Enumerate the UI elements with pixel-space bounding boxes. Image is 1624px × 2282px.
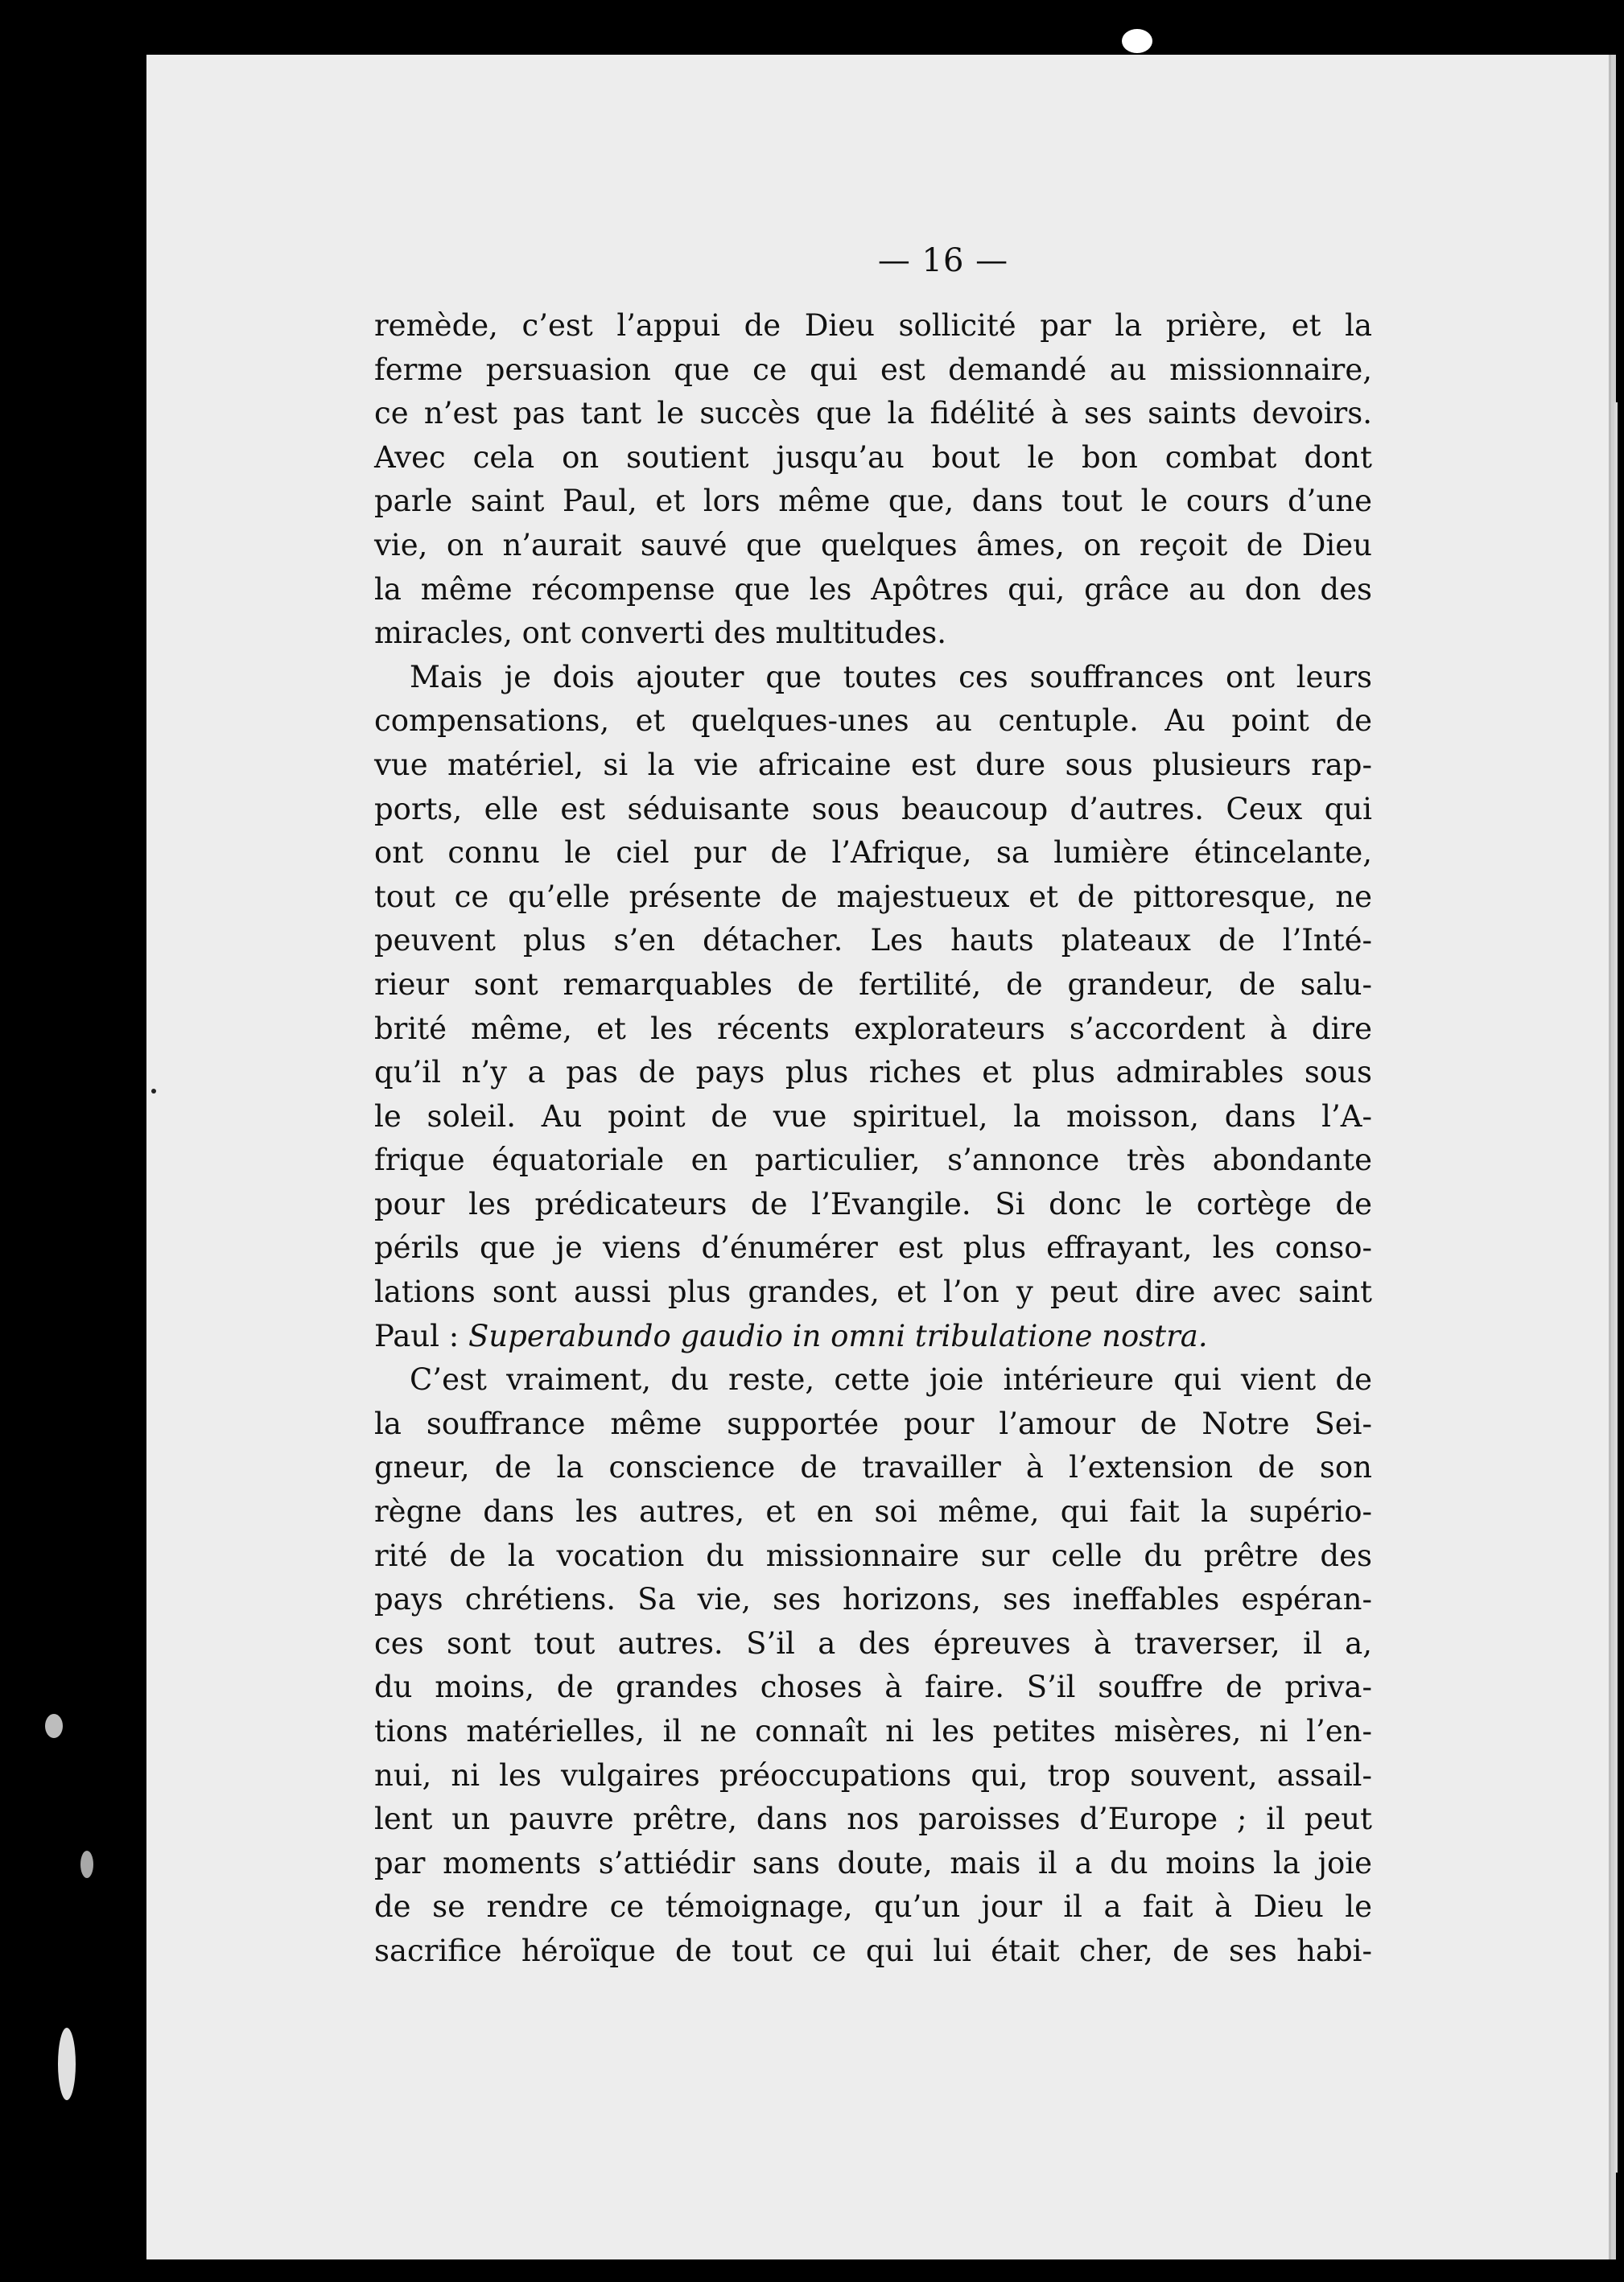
text-line: ont connu le ciel pur de l’Afrique, sa lumière étincelante, xyxy=(374,835,1372,871)
text-line: lent un pauvre prêtre, dans nos paroisses d’Europe ; il peut xyxy=(374,1802,1372,1837)
scan-speck-left-3 xyxy=(58,2028,76,2100)
scanned-page xyxy=(146,55,1616,2259)
text-line: C’est vraiment, du reste, cette joie intérieure qui vient de xyxy=(410,1362,1372,1398)
scan-speck-left-2 xyxy=(80,1851,93,1878)
scan-speck-top xyxy=(1122,29,1152,53)
text-line: compensations, et quelques-unes au centuple. Au point de xyxy=(374,703,1372,739)
scan-edge-stripe xyxy=(1614,402,1618,2173)
body-text xyxy=(374,304,1372,1974)
text-line: ce n’est pas tant le succès que la fidélité à ses saints devoirs. xyxy=(374,396,1372,431)
scan-speck-left-1 xyxy=(45,1714,63,1738)
text-line: rité de la vocation du missionnaire sur celle du prêtre des xyxy=(374,1538,1372,1573)
text-line: ports, elle est séduisante sous beaucoup d’autres. Ceux qui xyxy=(374,791,1372,826)
text-line: brité même, et les récents explorateurs s’accordent à dire xyxy=(374,1011,1372,1046)
text-line: peuvent plus s’en détacher. Les hauts plateaux de l’Inté- xyxy=(374,923,1372,958)
quote-lead-in: Paul : xyxy=(374,1318,468,1353)
text-line: du moins, de grandes choses à faire. S’il souffre de priva- xyxy=(374,1670,1372,1705)
text-line: vie, on n’aurait sauvé que quelques âmes, on reçoit de Dieu xyxy=(374,527,1372,562)
text-line: tions matérielles, il ne connaît ni les petites misères, ni l’en- xyxy=(374,1714,1372,1749)
text-line: nui, ni les vulgaires préoccupations qui, trop souvent, assail- xyxy=(374,1757,1372,1793)
text-line: le soleil. Au point de vue spirituel, la moisson, dans l’A- xyxy=(374,1098,1372,1134)
text-line: de se rendre ce témoignage, qu’un jour il a fait à Dieu le xyxy=(374,1889,1372,1925)
text-line: miracles, ont converti des multitudes. xyxy=(374,616,946,651)
text-line: périls que je viens d’énumérer est plus effrayant, les conso- xyxy=(374,1230,1372,1266)
text-line: la souffrance même supportée pour l’amour de Notre Sei- xyxy=(374,1406,1372,1441)
text-line: la même récompense que les Apôtres qui, grâce au don des xyxy=(374,571,1372,607)
text-line: règne dans les autres, et en soi même, qui fait la supério- xyxy=(374,1494,1372,1530)
text-line: ces sont tout autres. S’il a des épreuves à traverser, il a, xyxy=(374,1625,1372,1661)
text-line: qu’il n’y a pas de pays plus riches et plus admirables sous xyxy=(374,1055,1372,1090)
text-line: lations sont aussi plus grandes, et l’on y peut dire avec saint xyxy=(374,1275,1372,1310)
text-line: ferme persuasion que ce qui est demandé au missionnaire, xyxy=(374,352,1372,387)
text-line: frique équatoriale en particulier, s’annonce très abondante xyxy=(374,1143,1372,1178)
text-line-latin-quote xyxy=(374,1315,1372,1359)
paragraph-2 xyxy=(374,656,1372,1359)
text-line: rieur sont remarquables de fertilité, de grandeur, de salu- xyxy=(374,966,1372,1002)
text-line: pays chrétiens. Sa vie, ses horizons, ses ineffables espéran- xyxy=(374,1582,1372,1617)
text-line: pour les prédicateurs de l’Evangile. Si donc le cortège de xyxy=(374,1186,1372,1221)
text-line: Mais je dois ajouter que toutes ces souffrances ont leurs xyxy=(410,659,1372,694)
text-line: sacrifice héroïque de tout ce qui lui était cher, de ses habi- xyxy=(374,1933,1372,1968)
latin-quotation: Superabundo gaudio in omni tribulatione nostra. xyxy=(468,1318,1208,1353)
text-line: vue matériel, si la vie africaine est dure sous plusieurs rap- xyxy=(374,747,1372,782)
text-line: parle saint Paul, et lors même que, dans tout le cours d’une xyxy=(374,484,1372,519)
page-number: — 16 — xyxy=(877,242,1009,279)
text-line: tout ce qu’elle présente de majestueux et de pittoresque, ne xyxy=(374,879,1372,914)
text-line: par moments s’attiédir sans doute, mais il a du moins la joie xyxy=(374,1845,1372,1880)
scan-dot-mark xyxy=(151,1089,156,1094)
text-line: remède, c’est l’appui de Dieu sollicité par la prière, et la xyxy=(374,308,1372,343)
text-line: gneur, de la conscience de travailler à l’extension de son xyxy=(374,1450,1372,1485)
text-line: Avec cela on soutient jusqu’au bout le bon combat dont xyxy=(374,439,1372,475)
paragraph-3 xyxy=(374,1358,1372,1973)
paragraph-1 xyxy=(374,304,1372,656)
